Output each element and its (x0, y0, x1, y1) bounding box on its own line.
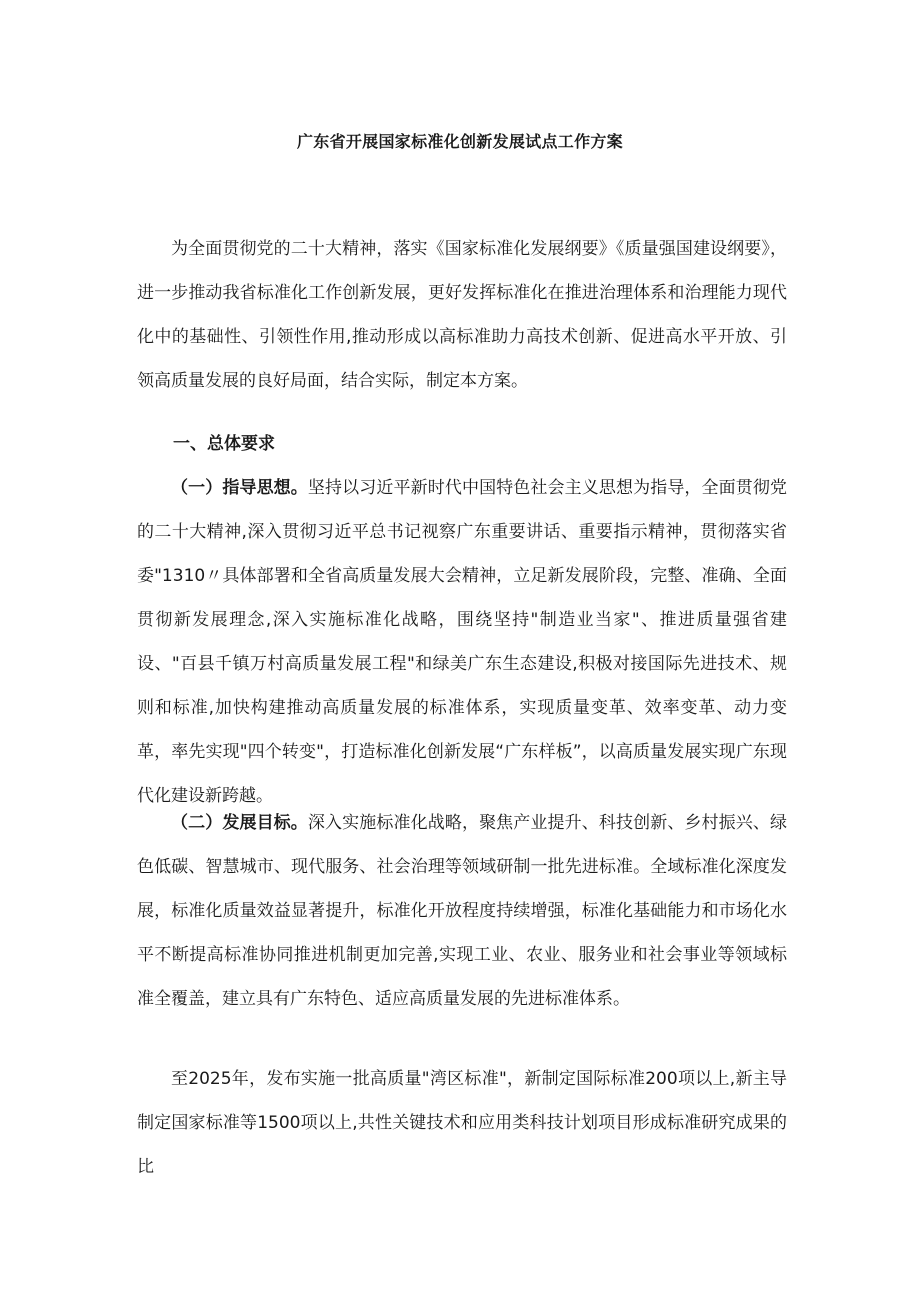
intro-paragraph: 为全面贯彻党的二十大精神，落实《国家标准化发展纲要》《质量强国建设纲要》，进一步推动我省标准化工作创新发展，更好发挥标准化在推进治理体系和治理能力现代化中的基础性、引领性作用,推动形成以高标准助力高技术创新、促进高水平开放、引领高质量发展的良好局面，结合实际，制定本方案。 (137, 239, 787, 391)
document-title: 广东省开展国家标准化创新发展试点工作方案 (296, 132, 623, 151)
target-2025-paragraph: 至2025年，发布实施一批高质量"湾区标准"，新制定国际标准200项以上,新主导制定国家标准等1500项以上,共性关键技术和应用类科技计划项目形成标准研究成果的比 (137, 1069, 787, 1177)
development-goal-paragraph (137, 801, 787, 1021)
development-goal-text: 深入实施标准化战略，聚焦产业提升、科技创新、乡村振兴、绿色低碳、智慧城市、现代服务、社会治理等领域研制一批先进标准。全域标准化深度发展，标准化质量效益显著提升，标准化开放程度持续增强，标准化基础能力和市场化水平不断提高标准协同推进机制更加完善,实现工业、农业、服务业和社会事业等领域标准全覆盖，建立具有广东特色、适应高质量发展的先进标准体系。 (137, 813, 788, 1009)
guiding-ideology-lead: （一）指导思想。 (171, 478, 308, 498)
guiding-ideology-text: 坚持以习近平新时代中国特色社会主义思想为指导，全面贯彻党的二十大精神,深入贯彻习近平总书记视察广东重要讲话、重要指示精神，贯彻落实省委"1310〃具体部署和全省高质量发展大会精神，立足新发展阶段，完整、准确、全面贯彻新发展理念,深入实施标准化战略，围绕坚持"制造业当家"、推进质量强省建设、"百县千镇万村高质量发展工程"和绿美广东生态建设,积极对接国际先进技术、规则和标准,加快构建推动高质量发展的标准体系，实现质量变革、效率变革、动力变革，率先实现"四个转变"，打造标准化创新发展“广东样板”，以高质量发展实现广东现代化建设新跨越。 (137, 478, 788, 806)
development-goal-lead: （二）发展目标。 (171, 813, 308, 833)
section-heading-overall-requirements: 一、总体要求 (173, 434, 275, 454)
guiding-ideology-paragraph (137, 466, 787, 818)
